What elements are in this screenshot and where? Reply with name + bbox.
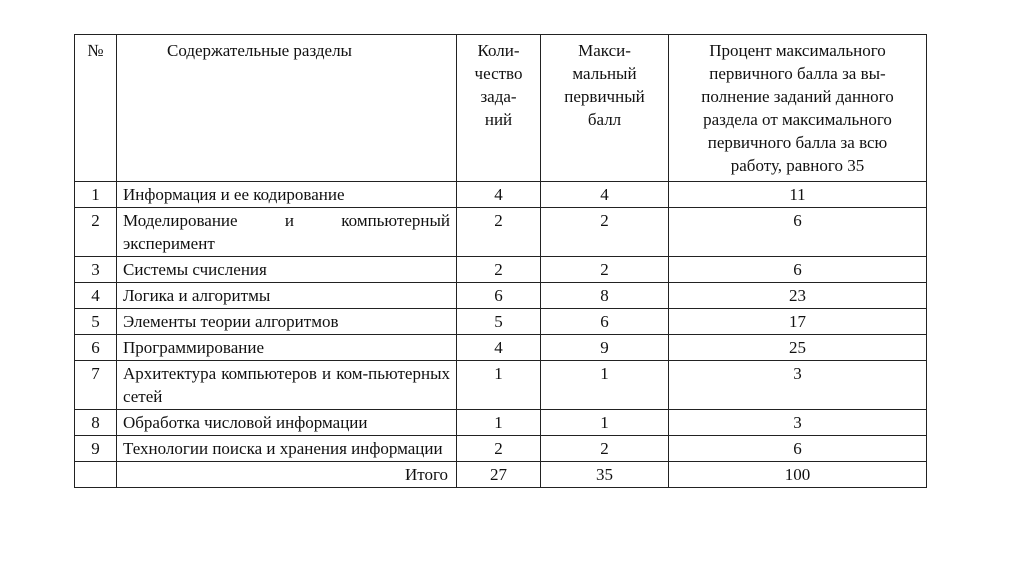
row-max-score: 2 bbox=[541, 257, 669, 283]
table-row bbox=[75, 257, 927, 283]
row-num: 8 bbox=[75, 410, 117, 436]
total-count: 27 bbox=[457, 462, 541, 488]
total-label: Итого bbox=[117, 462, 457, 488]
row-count: 6 bbox=[457, 283, 541, 309]
row-max-score: 1 bbox=[541, 410, 669, 436]
row-percent: 17 bbox=[669, 309, 927, 335]
row-num: 4 bbox=[75, 283, 117, 309]
total-row bbox=[75, 462, 927, 488]
row-count: 2 bbox=[457, 208, 541, 257]
row-num: 2 bbox=[75, 208, 117, 257]
row-percent: 6 bbox=[669, 208, 927, 257]
row-section-name: Моделирование и компьютерный эксперимент bbox=[117, 208, 457, 257]
row-count: 2 bbox=[457, 436, 541, 462]
row-max-score: 2 bbox=[541, 436, 669, 462]
table-row bbox=[75, 335, 927, 361]
table-row bbox=[75, 182, 927, 208]
row-count: 4 bbox=[457, 335, 541, 361]
row-percent: 23 bbox=[669, 283, 927, 309]
row-section-name: Архитектура компьютеров и ком-пьютерных сетей bbox=[117, 361, 457, 410]
row-num: 3 bbox=[75, 257, 117, 283]
row-num: 1 bbox=[75, 182, 117, 208]
table-row bbox=[75, 283, 927, 309]
row-percent: 6 bbox=[669, 257, 927, 283]
row-num: 6 bbox=[75, 335, 117, 361]
header-sections: Содержательные разделы bbox=[117, 35, 457, 182]
row-count: 5 bbox=[457, 309, 541, 335]
row-max-score: 2 bbox=[541, 208, 669, 257]
header-max-score: Макси- мальный первичный балл bbox=[541, 35, 669, 182]
row-percent: 25 bbox=[669, 335, 927, 361]
row-section-name: Программирование bbox=[117, 335, 457, 361]
row-count: 4 bbox=[457, 182, 541, 208]
row-num: 9 bbox=[75, 436, 117, 462]
header-num: № bbox=[75, 35, 117, 182]
header-percent: Процент максимального первичного балла за вы- полнение заданий данного раздела от максимального первичного балла за всю работу, равного 35 bbox=[669, 35, 927, 182]
row-max-score: 9 bbox=[541, 335, 669, 361]
row-num: 5 bbox=[75, 309, 117, 335]
row-max-score: 6 bbox=[541, 309, 669, 335]
header-count: Коли- чество зада- ний bbox=[457, 35, 541, 182]
total-percent: 100 bbox=[669, 462, 927, 488]
table-row bbox=[75, 208, 927, 257]
row-section-name: Информация и ее кодирование bbox=[117, 182, 457, 208]
exam-sections-table bbox=[74, 34, 927, 488]
row-percent: 3 bbox=[669, 410, 927, 436]
table-row bbox=[75, 436, 927, 462]
row-count: 1 bbox=[457, 361, 541, 410]
row-max-score: 4 bbox=[541, 182, 669, 208]
row-percent: 11 bbox=[669, 182, 927, 208]
row-section-name: Технологии поиска и хранения информации bbox=[117, 436, 457, 462]
table-row bbox=[75, 361, 927, 410]
row-section-name: Обработка числовой информации bbox=[117, 410, 457, 436]
row-max-score: 8 bbox=[541, 283, 669, 309]
total-max-score: 35 bbox=[541, 462, 669, 488]
row-percent: 3 bbox=[669, 361, 927, 410]
row-section-name: Элементы теории алгоритмов bbox=[117, 309, 457, 335]
row-count: 1 bbox=[457, 410, 541, 436]
row-count: 2 bbox=[457, 257, 541, 283]
total-num-empty bbox=[75, 462, 117, 488]
document-table-wrapper bbox=[74, 34, 927, 488]
row-percent: 6 bbox=[669, 436, 927, 462]
table-row bbox=[75, 309, 927, 335]
row-section-name: Системы счисления bbox=[117, 257, 457, 283]
row-max-score: 1 bbox=[541, 361, 669, 410]
row-num: 7 bbox=[75, 361, 117, 410]
row-section-name: Логика и алгоритмы bbox=[117, 283, 457, 309]
table-header-row bbox=[75, 35, 927, 182]
table-row bbox=[75, 410, 927, 436]
